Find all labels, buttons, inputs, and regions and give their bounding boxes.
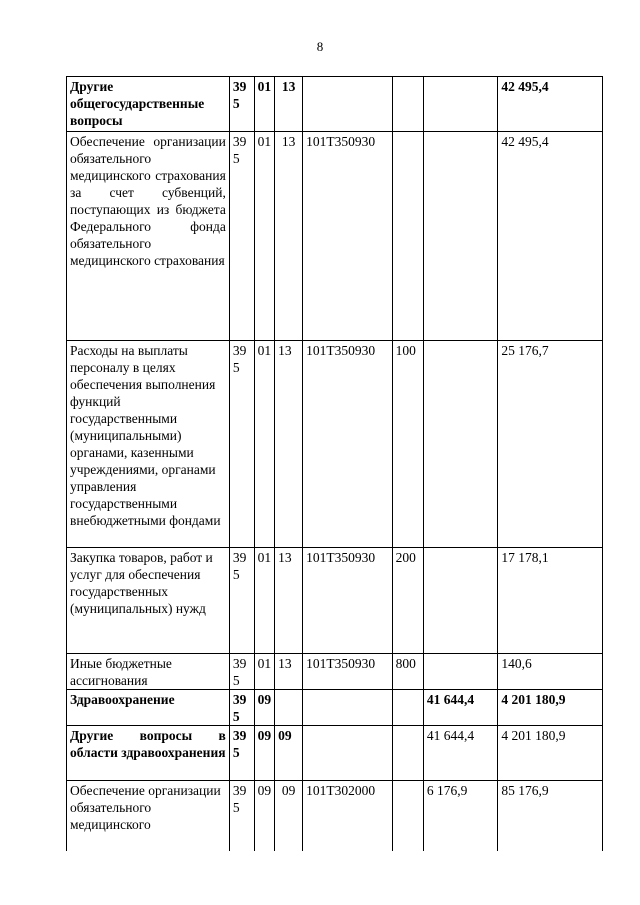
row-name: Другие общегосударственные вопросы: [67, 77, 230, 132]
row-pr: 13: [275, 132, 303, 341]
row-name: Закупка товаров, работ и услуг для обеспечения государственных (муниципальных) нужд: [67, 548, 230, 654]
row-vr: 100: [392, 341, 423, 548]
row-gr: 395: [229, 781, 254, 851]
row-pr: 13: [275, 548, 303, 654]
row-sum1: [423, 77, 497, 132]
row-pr: 09: [275, 726, 303, 781]
row-rz: 09: [254, 726, 274, 781]
row-sum1: [423, 548, 497, 654]
row-cs: [303, 726, 393, 781]
table-row: [67, 654, 603, 690]
table-row: [67, 690, 603, 726]
row-cs: 101Т302000: [303, 781, 393, 851]
row-cs: 101Т350930: [303, 341, 393, 548]
row-name: Иные бюджетные ассигнования: [67, 654, 230, 690]
row-cs: [303, 77, 393, 132]
row-vr: [392, 690, 423, 726]
row-pr: 13: [275, 654, 303, 690]
row-sum1: 41 644,4: [423, 690, 497, 726]
row-sum1: 6 176,9: [423, 781, 497, 851]
row-name: Расходы на выплаты персоналу в целях обеспечения выполнения функций государственными (муниципальными) органами, казенными учреждениями, органами управления государственными внебюджетными фондами: [67, 341, 230, 548]
row-name: Обеспечение организации обязательного медицинского: [67, 781, 230, 851]
row-rz: 09: [254, 781, 274, 851]
row-gr: 395: [229, 548, 254, 654]
row-gr: 395: [229, 77, 254, 132]
row-rz: 01: [254, 77, 274, 132]
row-sum2: 4 201 180,9: [498, 690, 603, 726]
table-row: [67, 781, 603, 851]
table-row: [67, 548, 603, 654]
row-sum2: 42 495,4: [498, 132, 603, 341]
row-name: Здравоохранение: [67, 690, 230, 726]
row-name: Другие вопросы в области здравоохранения: [67, 726, 230, 781]
row-sum2: 140,6: [498, 654, 603, 690]
row-vr: 800: [392, 654, 423, 690]
table-row: [67, 726, 603, 781]
row-sum2: 4 201 180,9: [498, 726, 603, 781]
row-sum1: 41 644,4: [423, 726, 497, 781]
row-pr: 13: [275, 77, 303, 132]
row-vr: [392, 726, 423, 781]
row-vr: [392, 77, 423, 132]
row-gr: 395: [229, 341, 254, 548]
row-gr: 395: [229, 654, 254, 690]
row-vr: [392, 132, 423, 341]
row-cs: 101Т350930: [303, 132, 393, 341]
table-row: [67, 77, 603, 132]
table-row: [67, 132, 603, 341]
row-vr: 200: [392, 548, 423, 654]
row-sum1: [423, 132, 497, 341]
row-sum1: [423, 341, 497, 548]
row-name: Обеспечение организации обязательного медицинского страхования за счет субвенций, поступающих из бюджета Федерального фонда обязательного медицинского страхования: [67, 132, 230, 341]
row-rz: 01: [254, 132, 274, 341]
row-vr: [392, 781, 423, 851]
row-gr: 395: [229, 132, 254, 341]
row-sum2: 25 176,7: [498, 341, 603, 548]
row-cs: 101Т350930: [303, 548, 393, 654]
row-rz: 09: [254, 690, 274, 726]
row-sum2: 42 495,4: [498, 77, 603, 132]
row-gr: 395: [229, 690, 254, 726]
budget-table: [66, 76, 603, 851]
row-pr: 09: [275, 781, 303, 851]
row-sum1: [423, 654, 497, 690]
row-rz: 01: [254, 548, 274, 654]
row-rz: 01: [254, 341, 274, 548]
table-row: [67, 341, 603, 548]
row-pr: [275, 690, 303, 726]
row-pr: 13: [275, 341, 303, 548]
row-sum2: 85 176,9: [498, 781, 603, 851]
row-rz: 01: [254, 654, 274, 690]
page-number: 8: [316, 39, 324, 54]
row-gr: 395: [229, 726, 254, 781]
row-cs: 101Т350930: [303, 654, 393, 690]
row-sum2: 17 178,1: [498, 548, 603, 654]
row-cs: [303, 690, 393, 726]
